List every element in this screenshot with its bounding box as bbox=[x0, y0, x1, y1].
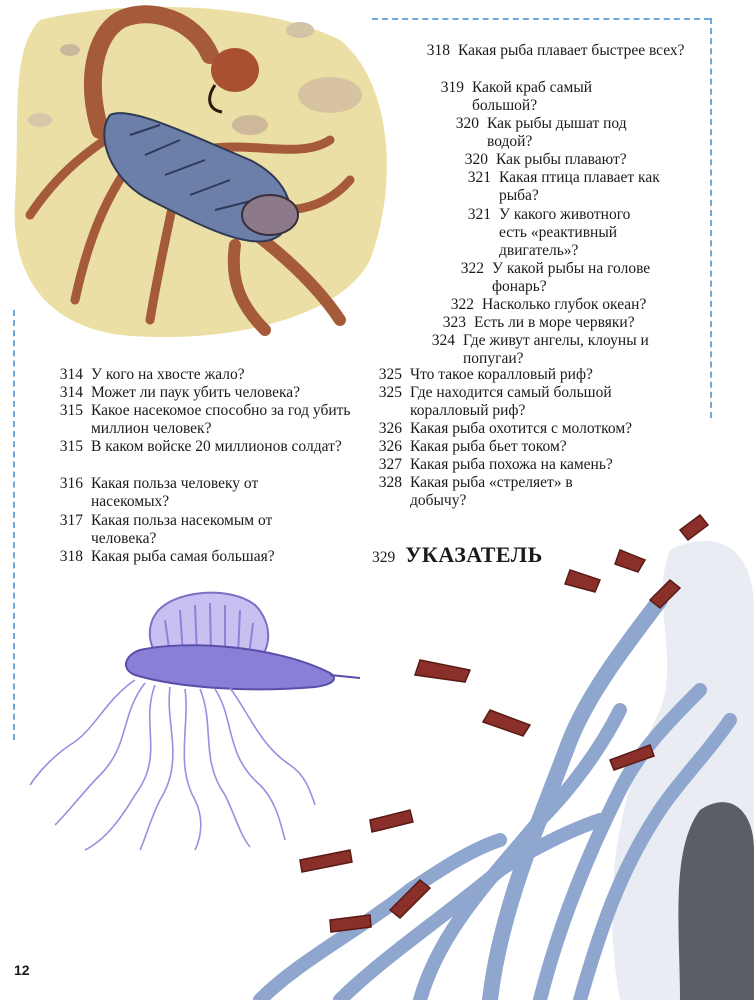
entry-question: Какая польза человеку от насекомых? bbox=[91, 475, 259, 510]
entry-question: Какая рыба плавает быстрее всех? bbox=[458, 42, 685, 59]
entry-question: Есть ли в море червяки? bbox=[474, 314, 635, 331]
contents-entry bbox=[460, 260, 682, 296]
decorative-frame-left bbox=[13, 310, 15, 740]
contents-entry bbox=[467, 206, 659, 260]
entry-page-number: 328 bbox=[378, 474, 402, 491]
entry-question: Какая рыба «стреляет» в добычу? bbox=[410, 474, 573, 509]
entry-question: Какая рыба бьет током? bbox=[410, 438, 567, 455]
contents-entry bbox=[59, 438, 351, 456]
tubeworm-illustration bbox=[240, 490, 754, 1000]
entry-question: Может ли паук убить человека? bbox=[91, 384, 301, 401]
entry-question: Какое насекомое способно за год убить миллион человек? bbox=[91, 402, 351, 437]
contents-entry bbox=[450, 296, 712, 314]
contents-entry bbox=[440, 79, 632, 115]
contents-entry bbox=[455, 115, 667, 151]
entry-question: У кого на хвосте жало? bbox=[91, 366, 245, 383]
entry-page-number: 320 bbox=[464, 151, 488, 168]
entry-question: Насколько глубок океан? bbox=[482, 296, 647, 313]
entry-question: Что такое коралловый риф? bbox=[410, 366, 593, 383]
entry-page-number: 318 bbox=[426, 42, 450, 59]
entry-page-number: 326 bbox=[378, 438, 402, 455]
contents-entry bbox=[378, 420, 700, 438]
entry-page-number: 322 bbox=[450, 296, 474, 313]
entry-page-number: 315 bbox=[59, 438, 83, 455]
entry-question: У какого животного есть «реактивный двигатель»? bbox=[499, 206, 631, 259]
entry-question: Какая птица плавает как рыба? bbox=[499, 169, 660, 204]
contents-entry bbox=[442, 314, 704, 332]
entry-page-number: 314 bbox=[59, 366, 83, 383]
entry-page-number: 318 bbox=[59, 548, 83, 565]
contents-entry bbox=[378, 438, 690, 456]
index-heading: УКАЗАТЕЛЬ bbox=[405, 542, 543, 567]
entry-page-number: 319 bbox=[440, 79, 464, 96]
decorative-frame-right bbox=[710, 18, 712, 418]
entry-question: Какой краб самый большой? bbox=[472, 79, 593, 114]
entry-question: Как рыбы плавают? bbox=[496, 151, 627, 168]
entry-page-number: 322 bbox=[460, 260, 484, 277]
entry-page-number: 316 bbox=[59, 475, 83, 492]
decorative-frame-top bbox=[372, 18, 710, 20]
entry-page-number: 314 bbox=[59, 384, 83, 401]
entry-page-number: 321 bbox=[467, 169, 491, 186]
entry-page-number: 315 bbox=[59, 402, 83, 419]
entry-page-number: 325 bbox=[378, 366, 402, 383]
contents-entry bbox=[378, 456, 690, 474]
entry-question: У какой рыбы на голове фонарь? bbox=[492, 260, 651, 295]
contents-entry bbox=[426, 42, 708, 60]
entry-page-number: 329 bbox=[372, 549, 396, 566]
entry-question: Какая рыба охотится с молотком? bbox=[410, 420, 633, 437]
scorpion-illustration bbox=[0, 0, 410, 345]
page-number: 12 bbox=[14, 962, 30, 978]
entry-question: Как рыбы дышат под водой? bbox=[487, 115, 627, 150]
contents-entry bbox=[59, 384, 366, 402]
contents-entry bbox=[467, 169, 669, 205]
entry-page-number: 326 bbox=[378, 420, 402, 437]
contents-entry bbox=[378, 366, 690, 384]
contents-entry bbox=[464, 151, 696, 169]
entry-page-number: 317 bbox=[59, 512, 83, 529]
entry-page-number: 324 bbox=[431, 332, 455, 349]
entry-page-number: 323 bbox=[442, 314, 466, 331]
entry-question: В каком войске 20 миллионов солдат? bbox=[91, 438, 342, 455]
entry-question: Какая польза насекомым от человека? bbox=[91, 512, 273, 547]
contents-entry bbox=[59, 366, 361, 384]
entry-page-number: 327 bbox=[378, 456, 402, 473]
contents-entry bbox=[378, 384, 660, 420]
entry-question: Какая рыба похожа на камень? bbox=[410, 456, 613, 473]
contents-entry bbox=[431, 332, 673, 368]
entry-question: Где живут ангелы, клоуны и попугаи? bbox=[463, 332, 649, 367]
contents-entry bbox=[59, 402, 361, 438]
entry-page-number: 320 bbox=[455, 115, 479, 132]
entry-page-number: 321 bbox=[467, 206, 491, 223]
entry-question: Где находится самый большой коралловый риф? bbox=[410, 384, 612, 419]
entry-page-number: 325 bbox=[378, 384, 402, 401]
entry-question: Какая рыба самая большая? bbox=[91, 548, 275, 565]
